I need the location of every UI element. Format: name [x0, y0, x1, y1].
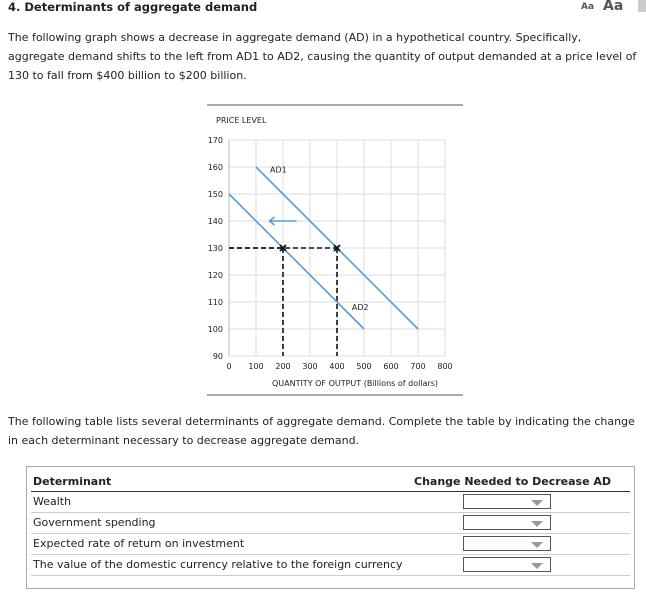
- print-icon[interactable]: [638, 0, 646, 12]
- x-tick-label: 200: [275, 362, 291, 371]
- row-label: The value of the domestic currency relative to the foreign currency: [33, 558, 403, 571]
- x-tick-label: 500: [356, 362, 372, 371]
- dropdown-arrow-icon: [531, 563, 543, 569]
- curve-ad2: [229, 194, 364, 329]
- government-spending-dropdown[interactable]: [463, 515, 551, 530]
- row-label: Expected rate of return on investment: [33, 537, 245, 550]
- determinants-table: [26, 466, 635, 589]
- x-tick-label: 0: [226, 362, 232, 371]
- label-ad1: AD1: [270, 165, 287, 175]
- y-tick-label: 110: [207, 298, 223, 307]
- y-tick-label: 160: [207, 163, 223, 172]
- table-intro-text: The following table lists several determinants of aggregate demand. Complete the table by indicating the change in each determinant necessary to decrease aggregate demand.: [8, 415, 635, 447]
- x-tick-label: 800: [437, 362, 453, 371]
- font-size-small-button[interactable]: Aa: [581, 2, 595, 12]
- question-title: 4. Determinants of aggregate demand: [8, 0, 258, 14]
- expected-return-dropdown[interactable]: [463, 536, 551, 551]
- x-tick-label: 100: [248, 362, 264, 371]
- x-tick-label: 600: [383, 362, 399, 371]
- x-tick-label: 700: [410, 362, 426, 371]
- table-row: [31, 513, 630, 534]
- dropdown-arrow-icon: [531, 542, 543, 548]
- dropdown-arrow-icon: [531, 521, 543, 527]
- y-tick-label: 170: [207, 136, 223, 145]
- table-row: [31, 492, 630, 513]
- x-axis-label: QUANTITY OF OUTPUT (Billions of dollars): [271, 379, 439, 388]
- wealth-dropdown[interactable]: [463, 494, 551, 509]
- x-tick-label: 300: [302, 362, 318, 371]
- y-tick-label: 120: [207, 271, 223, 280]
- label-ad2: AD2: [351, 303, 369, 313]
- intro-text: The following graph shows a decrease in aggregate demand (AD) in a hypothetical country. Specifically, aggregate demand shifts to the left from AD1 to AD2, causing the quantity of output demanded at a price level of 130 to fall from $400 billion to $200 billion.: [8, 31, 637, 82]
- ad-graph: [207, 104, 463, 396]
- x-tick-label: 400: [329, 362, 345, 371]
- ad-chart: [207, 106, 463, 394]
- row-label: Wealth: [33, 495, 72, 508]
- header-change: Change Needed to Decrease AD: [414, 475, 612, 488]
- font-size-large-button[interactable]: Aa: [603, 0, 624, 14]
- y-tick-label: 100: [207, 325, 223, 334]
- y-tick-label: 130: [207, 244, 223, 253]
- y-tick-label: 140: [207, 217, 223, 226]
- y-tick-label: 90: [212, 352, 223, 361]
- table-row: [31, 534, 630, 555]
- table-row: [31, 555, 630, 576]
- dropdown-arrow-icon: [531, 500, 543, 506]
- header-determinant: Determinant: [33, 475, 112, 488]
- currency-value-dropdown[interactable]: [463, 557, 551, 572]
- y-axis-label: PRICE LEVEL: [216, 116, 267, 125]
- y-tick-label: 150: [207, 190, 223, 199]
- row-label: Government spending: [33, 516, 156, 529]
